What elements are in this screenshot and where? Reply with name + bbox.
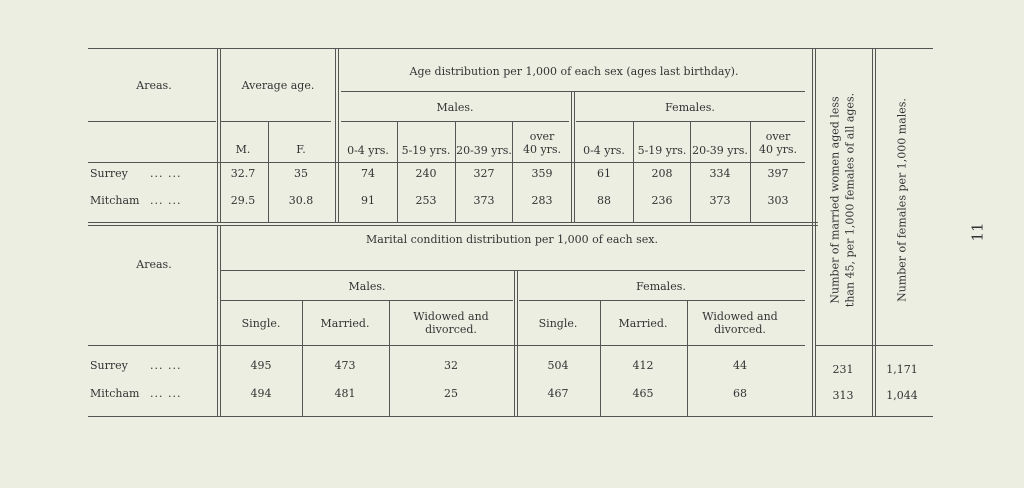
t2-females-per-cell: 1,171: [886, 363, 918, 376]
t1-cell: 253: [415, 194, 437, 207]
t2-marital-rule: [221, 270, 805, 271]
v-t1-7b: [574, 91, 575, 222]
t2-area-name: Mitcham: [90, 387, 140, 400]
t1-cell: 373: [709, 194, 731, 207]
right-header-rule: [816, 345, 933, 346]
v-t1-6: [512, 121, 513, 222]
t1-cell: 74: [361, 167, 375, 180]
t1-col-m-5-19: 5-19 yrs.: [401, 144, 451, 157]
t1-col-f-5-19: 5-19 yrs.: [637, 144, 687, 157]
page-number: 11: [968, 222, 987, 242]
t1-cell: 334: [709, 167, 731, 180]
t2-area-name: Surrey: [90, 359, 128, 372]
females-per-1000-header: Number of females per 1,000 males.: [895, 98, 909, 302]
v-t1-9: [690, 121, 691, 222]
v-t2-2: [302, 300, 303, 416]
v-t2-6: [687, 300, 688, 416]
t1-col-f-40: 40 yrs.: [758, 143, 798, 156]
t2-col-m-single: Single.: [241, 317, 281, 330]
top-rule: [88, 48, 933, 49]
v-t1-7: [571, 91, 572, 222]
v-right-1b: [815, 48, 816, 416]
t1-males-header: Males.: [436, 101, 474, 114]
t1-areas-header: Areas.: [136, 79, 172, 92]
t2-cell: 412: [632, 359, 654, 372]
t1-col-f-20-39: 20-39 yrs.: [692, 144, 748, 157]
t2-areas-header: Areas.: [136, 258, 172, 271]
t2-males-header: Males.: [348, 280, 386, 293]
t2-col-m-widowed-2: divorced.: [425, 323, 477, 336]
t1-col-f: F.: [296, 143, 306, 156]
t1-cell: 32.7: [230, 167, 256, 180]
t1-leader-dots: ... ...: [150, 167, 182, 180]
t2-married-women-cell: 231: [832, 363, 854, 376]
t1-cell: 30.8: [288, 194, 314, 207]
t1-avgage-rule: [221, 121, 331, 122]
v-right-2: [872, 48, 873, 416]
v-t1-3b: [338, 48, 339, 222]
t2-females-header: Females.: [636, 280, 686, 293]
v-t1-2: [268, 121, 269, 222]
t1-cell: 327: [473, 167, 495, 180]
v-t1-4: [397, 121, 398, 222]
t2-marital-header: Marital condition distribution per 1,000 of each sex.: [366, 233, 658, 246]
t1-cell: 208: [651, 167, 673, 180]
t2-cell: 44: [733, 359, 747, 372]
t1-leader-dots: ... ...: [150, 194, 182, 207]
t2-cell: 465: [632, 387, 654, 400]
t2-cell: 495: [250, 359, 272, 372]
t1-header-bottom-rule: [88, 162, 805, 163]
t1-cell: 91: [361, 194, 375, 207]
t2-cell: 473: [334, 359, 356, 372]
v-t1-10: [750, 121, 751, 222]
t1-cell: 303: [767, 194, 789, 207]
t1-col-m-20-39: 20-39 yrs.: [456, 144, 512, 157]
t2-col-m-widowed-1: Widowed and: [413, 310, 489, 323]
t2-cell: 68: [733, 387, 747, 400]
t1-col-f-over: over: [765, 130, 791, 143]
t1-cell: 88: [597, 194, 611, 207]
t2-col-f-widowed-1: Widowed and: [702, 310, 778, 323]
t1-col-m-0-4: 0-4 yrs.: [347, 144, 389, 157]
t1-cell: 61: [597, 167, 611, 180]
t1-cell: 236: [651, 194, 673, 207]
t2-leader-dots: ... ...: [150, 359, 182, 372]
t1-area-name: Surrey: [90, 167, 128, 180]
t2-leader-dots: ... ...: [150, 387, 182, 400]
t2-married-women-cell: 313: [832, 389, 854, 402]
t2-cell: 494: [250, 387, 272, 400]
v-t2-4: [514, 270, 515, 416]
v-t1-1: [217, 48, 218, 222]
t1-col-m-over: over: [529, 130, 555, 143]
t2-males-rule: [221, 300, 513, 301]
t2-cell: 25: [444, 387, 458, 400]
v-t2-1b: [220, 225, 221, 416]
t2-col-m-married: Married.: [320, 317, 370, 330]
t2-females-rule: [519, 300, 805, 301]
t1-col-m: M.: [235, 143, 251, 156]
t1-age-dist-header: Age distribution per 1,000 of each sex (ages last birthday).: [409, 65, 739, 78]
v-t2-4b: [517, 270, 518, 416]
v-t1-8: [633, 121, 634, 222]
t1-cell: 35: [294, 167, 308, 180]
t1-cell: 29.5: [230, 194, 256, 207]
t2-cell: 32: [444, 359, 458, 372]
t1-cell: 283: [531, 194, 553, 207]
t1-avg-age-header: Average age.: [241, 79, 315, 92]
t2-header-bottom-rule: [88, 345, 805, 346]
t2-cell: 481: [334, 387, 356, 400]
v-t2-1: [217, 225, 218, 416]
t1-cell: 373: [473, 194, 495, 207]
v-right-2b: [875, 48, 876, 416]
t1-cell: 397: [767, 167, 789, 180]
t2-females-per-cell: 1,044: [886, 389, 918, 402]
t1-females-header: Females.: [665, 101, 715, 114]
v-t2-5: [600, 300, 601, 416]
v-t1-5: [455, 121, 456, 222]
t2-col-f-married: Married.: [618, 317, 668, 330]
t2-cell: 504: [547, 359, 569, 372]
t2-col-f-widowed-2: divorced.: [714, 323, 766, 336]
t1-area-name: Mitcham: [90, 194, 140, 207]
t1-col-m-40: 40 yrs.: [522, 143, 562, 156]
mid-double-rule-a: [88, 222, 818, 223]
mid-double-rule-b: [88, 225, 818, 226]
married-women-header-line2: than 45, per 1,000 females of all ages.: [843, 92, 857, 308]
v-t1-3: [335, 48, 336, 222]
t1-areas-rule: [88, 121, 216, 122]
v-t2-3: [389, 300, 390, 416]
v-t1-1b: [220, 48, 221, 222]
v-right-1: [812, 48, 813, 416]
t1-col-f-0-4: 0-4 yrs.: [583, 144, 625, 157]
t1-cell: 240: [415, 167, 437, 180]
t1-cell: 359: [531, 167, 553, 180]
t1-agedist-rule: [341, 91, 805, 92]
t2-cell: 467: [547, 387, 569, 400]
bottom-rule: [88, 416, 933, 417]
married-women-header-line1: Number of married women aged less: [828, 96, 842, 304]
t2-col-f-single: Single.: [538, 317, 578, 330]
